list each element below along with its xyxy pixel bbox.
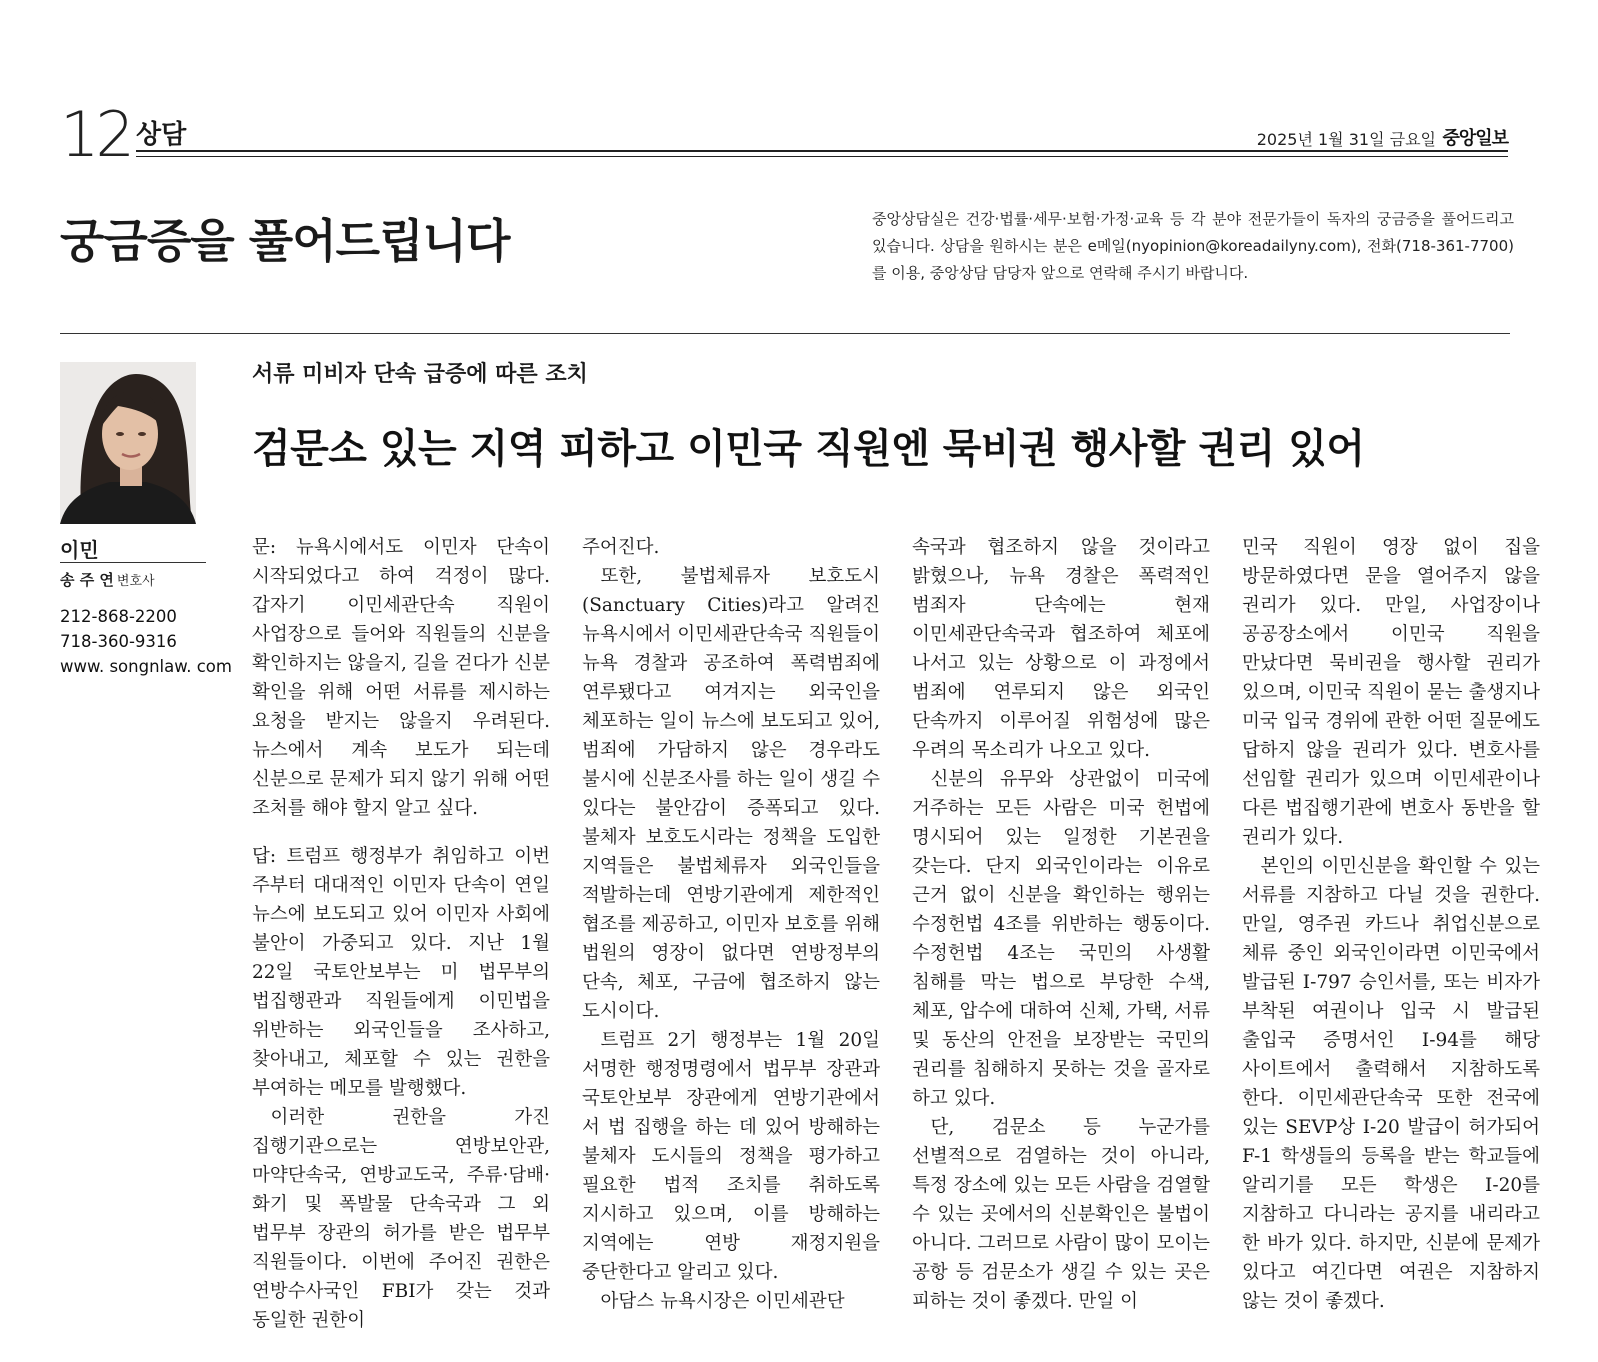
author-byline xyxy=(60,569,155,590)
author-title: 변호사 xyxy=(116,574,155,589)
section-title: 상담 xyxy=(136,120,187,150)
body-paragraph: 또한, 불법체류자 보호도시(Sanctuary Cities)라고 알려진 뉴욕시에서 이민세관단속국 직원들이 뉴욕 경찰과 공조하여 폭력범죄에 연루됐다고 여겨지는 외국인을 체포하는 일이 뉴스에 보도되고 있어, 범죄에 가담하지 않은 경우라도 불시에 신분조사를 하는 일이 생길 수 있다는 불안감이 증폭되고 있다. 불체자 보호도시라는 정책을 도입한 지역들은 불법체류자 외국인들을 적발하는데 연방기관에게 제한적인 협조를 제공하고, 이민자 보호를 위해 법원의 영장이 없다면 연방정부의 단속, 체포, 구금에 협조하지 않는 도시이다. xyxy=(582,566,880,1022)
question-paragraph: 문: 뉴욕시에서도 이민자 단속이 시작되었다고 하여 걱정이 많다. 갑자기 이민세관단속 직원이 사업장으로 들어와 직원들의 신분을 확인하지는 않을지, 길을 걷다가 신분 확인을 위해 어떤 서류를 제시하는 요청을 받지는 않을지 우려된다. 뉴스에서 계속 보도가 되는데 신분으로 문제가 되지 않기 위해 어떤 조처를 해야 할지 알고 싶다. xyxy=(252,537,550,819)
section-divider xyxy=(60,333,1510,334)
page-number: 12 xyxy=(60,98,131,171)
body-paragraph: 신분의 유무와 상관없이 미국에 거주하는 모든 사람은 미국 헌법에 명시되어 있는 일정한 기본권을 갖는다. 단지 외국인이라는 이유로 근거 없이 신분을 확인하는 행위는 수정헌법 4조를 위반하는 행동이다. 수정헌법 4조는 국민의 사생활 침해를 막는 법으로 부당한 수색, 체포, 압수에 대하여 신체, 가택, 서류 및 동산의 안전을 보장받는 국민의 권리를 침해하지 못하는 것을 골자로 하고 있다. xyxy=(912,769,1210,1109)
body-paragraph: 단, 검문소 등 누군가를 선별적으로 검열하는 것이 아니라, 특정 장소에 있는 모든 사람을 검열할 수 있는 곳에서의 신분확인은 불법이 아니다. 그러므로 사람이 많이 모이는 공항 등 검문소가 생길 수 있는 곳은 피하는 것이 좋겠다. 만일 이 xyxy=(912,1117,1210,1312)
article-column-3 xyxy=(912,533,1210,1316)
body-paragraph: 민국 직원이 영장 없이 집을 방문하였다면 문을 열어주지 않을 권리가 있다. 만일, 사업장이나 공공장소에서 이민국 직원을 만났다면 묵비권을 행사할 권리가 있으며, 이민국 직원이 묻는 출생지나 미국 입국 경위에 관한 어떤 질문에도 답하지 않을 권리가 있다. 변호사를 선임할 권리가 있으며 이민세관이나 다른 법집행기관에 변호사 동반을 할 권리가 있다. xyxy=(1242,537,1540,848)
body-paragraph: 속국과 협조하지 않을 것이라고 밝혔으나, 뉴욕 경찰은 폭력적인 범죄자 단속에는 현재 이민세관단속국과 협조하여 체포에 나서고 있는 상황으로 이 과정에서 범죄에 연루되지 않은 외국인 단속까지 이루어질 위험성에 많은 우려의 목소리가 나오고 있다. xyxy=(912,537,1210,761)
author-divider xyxy=(60,562,206,563)
answer-paragraph: 답: 트럼프 행정부가 취임하고 이번 주부터 대대적인 이민자 단속이 연일 뉴스에 보도되고 있어 이민자 사회에 불안이 가중되고 있다. 지난 1월 22일 국토안보부는 미 법무부의 법집행관과 직원들에게 이민법을 위반하는 외국인들을 조사하고, 찾아내고, 체포할 수 있는 권한을 부여하는 메모를 발행했다. xyxy=(252,846,550,1099)
author-phone-2: 718-360-9316 xyxy=(60,632,177,651)
article-column-4 xyxy=(1242,533,1540,1316)
author-contacts xyxy=(60,604,232,679)
newspaper-logo: 중앙일보 xyxy=(1442,128,1508,149)
body-paragraph: 주어진다. xyxy=(582,537,660,558)
article-column-2 xyxy=(582,533,880,1316)
author-website: www. songnlaw. com xyxy=(60,657,232,676)
article-column-1 xyxy=(252,533,550,1335)
header-rule-thin xyxy=(136,156,1508,157)
body-paragraph: 트럼프 2기 행정부는 1월 20일 서명한 행정명령에서 법무부 장관과 국토안보부 장관에게 연방기관에서 서 법 집행을 하는 데 있어 방해하는 불체자 도시들의 정책을 평가하고 필요한 법적 조치를 취하도록 지시하고 있으며, 이를 방해하는 지역에는 연방 재정지원을 중단한다고 알리고 있다. xyxy=(582,1030,880,1283)
author-phone-1: 212-868-2200 xyxy=(60,607,177,626)
header-rule xyxy=(136,150,1508,152)
article-headline: 검문소 있는 지역 피하고 이민국 직원엔 묵비권 행사할 권리 있어 xyxy=(252,425,1365,472)
author-portrait-icon xyxy=(60,362,196,524)
body-paragraph: 아담스 뉴욕시장은 이민세관단 xyxy=(600,1291,845,1312)
column-banner-title: 궁금증을 풀어드립니다 xyxy=(60,214,510,268)
author-name: 송 주 연 xyxy=(60,571,114,589)
article-subheadline: 서류 미비자 단속 급증에 따른 조치 xyxy=(252,362,588,387)
issue-date: 2025년 1월 31일 금요일 xyxy=(1256,130,1436,149)
column-intro-text: 중앙상담실은 건강·법률·세무·보험·가정·교육 등 각 분야 전문가들이 독자의 궁금증을 풀어드리고 있습니다. 상담을 원하시는 분은 e메일(nyopinion@koreadailyny.com), 전화(718-361-7700)를 이용, 중앙상담 담당자 앞으로 연락해 주시기 바랍니다. xyxy=(872,210,1514,282)
body-paragraph: 본인의 이민신분을 확인할 수 있는 서류를 지참하고 다닐 것을 권한다. 만일, 영주권 카드나 취업신분으로 체류 중인 외국인이라면 이민국에서 발급된 I-797 승인서를, 또는 비자가 부착된 여권이나 입국 시 발급된 출입국 증명서인 I-94를 해당 사이트에서 출력해서 지참하도록 한다. 이민세관단속국 또한 전국에 있는 SEVP상 I-20 발급이 허가되어 F-1 학생들의 등록을 받는 학교들에 알리기를 모든 학생은 I-20를 지참하고 다니라는 공지를 내리라고 한 바가 있다. 하지만, 신분에 문제가 있다고 여긴다면 여권은 지참하지 않는 것이 좋겠다. xyxy=(1242,856,1540,1312)
column-topic-label: 이민 xyxy=(60,538,99,562)
author-photo xyxy=(60,362,196,524)
body-paragraph: 이러한 권한을 가진 집행기관으로는 연방보안관, 마약단속국, 연방교도국, 주류·담배·화기 및 폭발물 단속국과 그 외 법무부 장관의 허가를 받은 법무부 직원들이다. 이번에 주어진 권한은 연방수사국인 FBI가 갖는 것과 동일한 권한이 xyxy=(252,1107,550,1331)
